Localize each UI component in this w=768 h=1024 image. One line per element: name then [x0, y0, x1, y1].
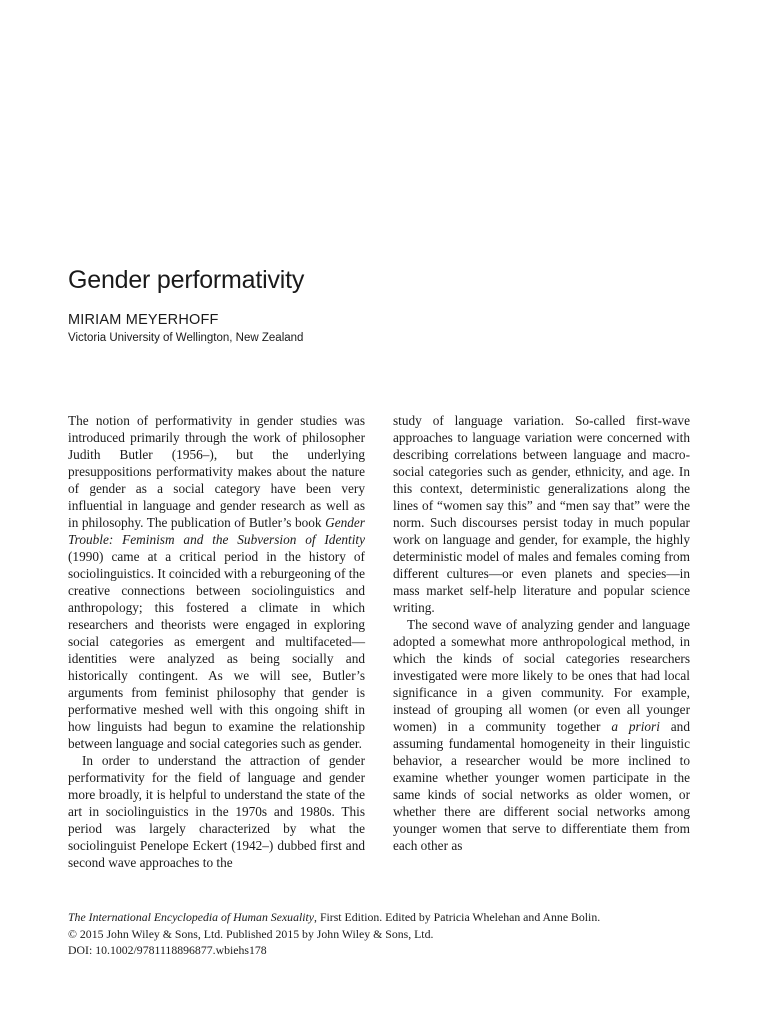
book-title: Gender Trouble: Feminism and the Subversion of Identity	[68, 515, 365, 547]
paragraph	[393, 616, 690, 854]
paragraph	[68, 412, 365, 752]
copyright-line: © 2015 John Wiley & Sons, Ltd. Published 2015 by John Wiley & Sons, Ltd.	[68, 926, 434, 941]
body-column-left	[68, 412, 365, 871]
author-name: MIRIAM MEYERHOFF	[68, 312, 219, 328]
source-line	[68, 909, 708, 926]
paragraph-text: and assuming fundamental homogeneity in their linguistic behavior, a researcher would be more inclined to examine whether younger women participate in the same kinds of social networks as older women, or whether there are different social networks among younger women that serve to differentiate them from each other as	[393, 719, 690, 853]
citation-footer	[68, 909, 708, 959]
article-title: Gender performativity	[68, 266, 305, 294]
encyclopedia-title: The International Encyclopedia of Human Sexuality	[68, 910, 315, 924]
paragraph: study of language variation. So-called first-wave approaches to language variation were concerned with describing correlations between language and macro-social categories such as gender, ethnicity, and age. In this context, deterministic generalizations along the lines of “women say this” and “men say that” were the norm. Such discourses persist today in much popular work on language and gender, for example, the highly deterministic model of males and females coming from different cultures—or even planets and species—in mass market self-help literature and popular science writing.	[393, 413, 690, 615]
paragraph-text: The second wave of analyzing gender and language adopted a somewhat more anthropological method, in which the kinds of social categories researchers investigated were more likely to be ones that had local significance in a given community. For example, instead of grouping all women (or even all younger women) in a community together	[393, 617, 690, 734]
body-column-right	[393, 412, 690, 854]
paragraph-text: (1990) came at a critical period in the history of sociolinguistics. It coincided with a reburgeoning of the creative connections between sociolinguistics and anthropology; this fostered a climate in which researchers and theorists were engaged in exploring social categories as emergent and multifaceted—identities were analyzed as being socially and historically contingent. As we will see, Butler’s arguments from feminist philosophy that gender is performative meshed well with this ongoing shift in how linguists had begun to examine the relationship between language and social categories such as gender.	[68, 549, 365, 751]
edition-editors: , First Edition. Edited by Patricia Whelehan and Anne Bolin.	[314, 910, 601, 924]
paragraph: In order to understand the attraction of gender performativity for the field of language and gender more broadly, it is helpful to understand the state of the art in sociolinguistics in the 1970s and 1980s. This period was largely characterized by what the sociolinguist Penelope Eckert (1942–) dubbed first and second wave approaches to the	[68, 753, 365, 870]
doi-line: DOI: 10.1002/9781118896877.wbiehs178	[68, 943, 267, 957]
author-affiliation: Victoria University of Wellington, New Zealand	[68, 332, 304, 344]
paragraph-text: The notion of performativity in gender studies was introduced primarily through the work of philosopher Judith Butler (1956–), but the underlying presuppositions performativity makes about the nature of gender as a social category have been very influential in language and gender research as well as in philosophy. The publication of Butler’s book	[68, 413, 365, 530]
emphasis: a priori	[611, 719, 660, 734]
